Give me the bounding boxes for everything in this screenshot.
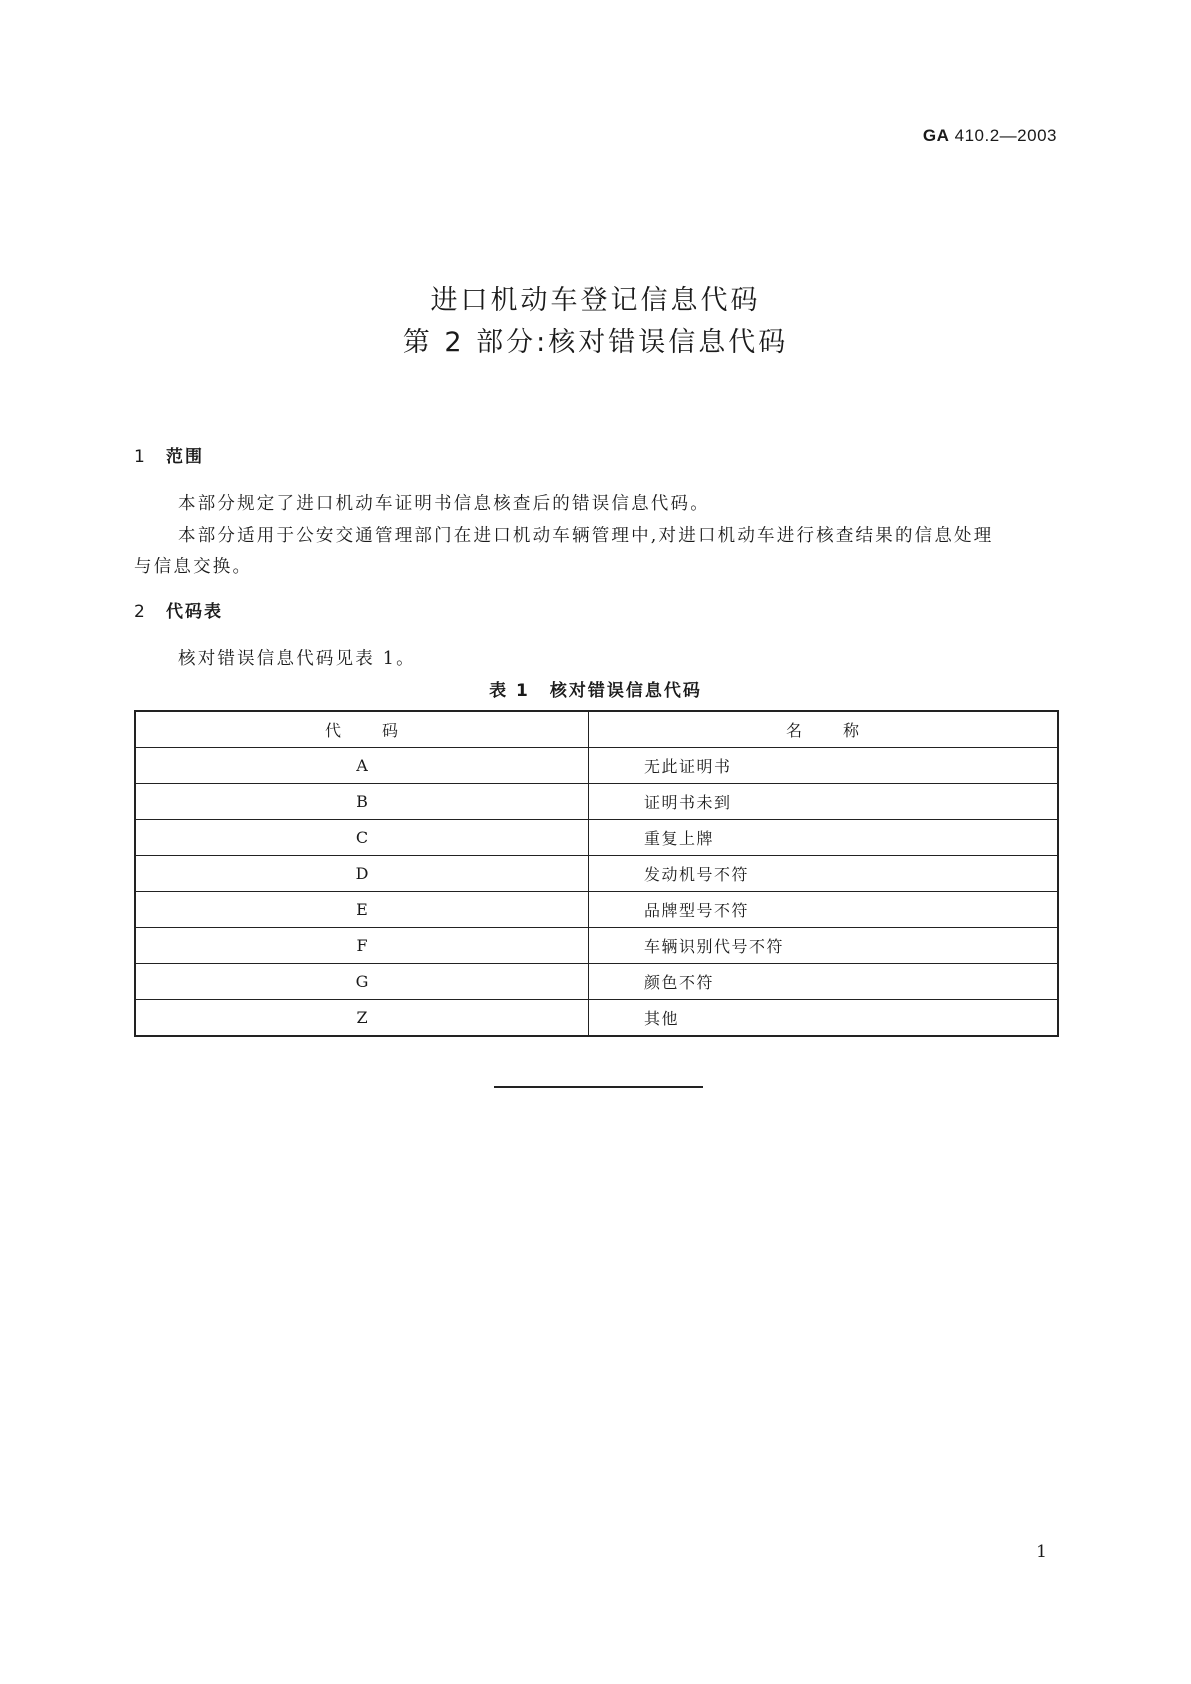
- name-cell: 其他: [589, 1000, 1059, 1037]
- table-row: [135, 856, 1058, 892]
- table-row: [135, 784, 1058, 820]
- section-title: 范围: [166, 447, 204, 467]
- table-caption-label: 表 1: [489, 681, 530, 701]
- section-heading-code-table: [134, 597, 223, 622]
- code-cell: D: [135, 856, 589, 892]
- code-cell: E: [135, 892, 589, 928]
- code-cell: A: [135, 748, 589, 784]
- table-row: [135, 748, 1058, 784]
- table-row: [135, 892, 1058, 928]
- code-table: [134, 710, 1059, 1037]
- document-title: 进口机动车登记信息代码: [430, 285, 761, 316]
- standard-org: GA: [922, 126, 950, 145]
- code-cell: C: [135, 820, 589, 856]
- paragraph: 本部分规定了进口机动车证明书信息核查后的错误信息代码。: [178, 494, 710, 514]
- table-header-row: [135, 711, 1058, 748]
- table-row: [135, 928, 1058, 964]
- code-cell: Z: [135, 1000, 589, 1037]
- end-rule: [494, 1086, 703, 1088]
- standard-code: [923, 126, 1057, 146]
- table-caption: [0, 676, 1191, 701]
- table-row: [135, 1000, 1058, 1037]
- name-cell: 无此证明书: [589, 748, 1059, 784]
- section-number: 1: [134, 447, 145, 467]
- section-heading-scope: [134, 442, 204, 467]
- standard-number: 410.2—2003: [954, 126, 1057, 145]
- name-cell: 发动机号不符: [589, 856, 1059, 892]
- column-header-name: 名 称: [589, 711, 1059, 748]
- name-cell: 车辆识别代号不符: [589, 928, 1059, 964]
- table-caption-title: 核对错误信息代码: [549, 681, 702, 701]
- paragraph: 与信息交换。: [134, 557, 253, 577]
- paragraph: 核对错误信息代码见表 1。: [178, 649, 416, 669]
- table-row: [135, 964, 1058, 1000]
- column-header-code: 代 码: [135, 711, 589, 748]
- page-number: 1: [1036, 1542, 1047, 1562]
- name-cell: 品牌型号不符: [589, 892, 1059, 928]
- name-cell: 证明书未到: [589, 784, 1059, 820]
- section-number: 2: [134, 602, 145, 622]
- section-title: 代码表: [166, 602, 223, 622]
- document-subtitle: 第 2 部分:核对错误信息代码: [402, 327, 789, 358]
- code-cell: G: [135, 964, 589, 1000]
- paragraph: 本部分适用于公安交通管理部门在进口机动车辆管理中,对进口机动车进行核查结果的信息处理: [178, 526, 994, 546]
- code-cell: B: [135, 784, 589, 820]
- table-row: [135, 820, 1058, 856]
- code-cell: F: [135, 928, 589, 964]
- name-cell: 重复上牌: [589, 820, 1059, 856]
- name-cell: 颜色不符: [589, 964, 1059, 1000]
